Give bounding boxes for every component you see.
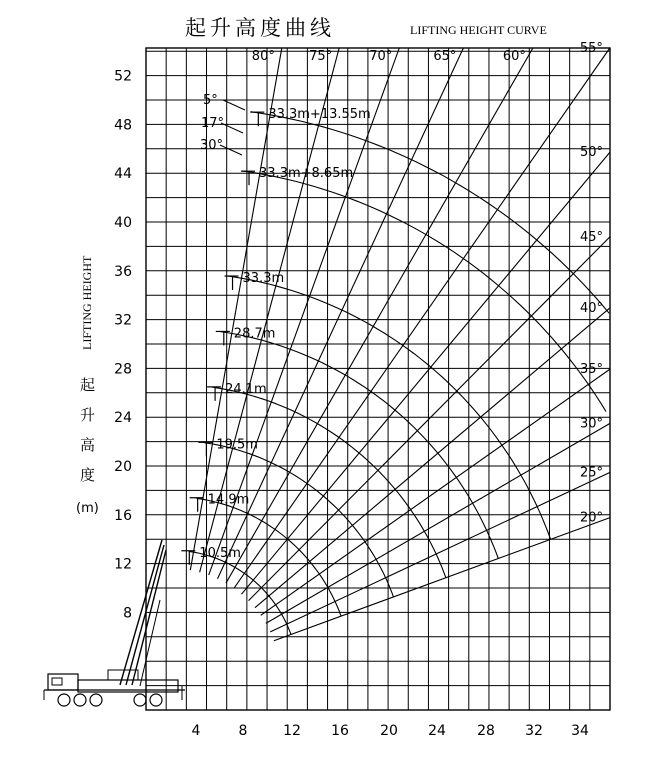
x-tick-label: 28 bbox=[477, 723, 495, 739]
angle-label: 75° bbox=[309, 49, 333, 64]
x-tick-label: 24 bbox=[428, 723, 446, 739]
boom-length-label: 10.5m bbox=[199, 545, 241, 561]
y-tick-label: 48 bbox=[114, 117, 132, 134]
boom-arc bbox=[220, 332, 499, 559]
y-tick-label: 8 bbox=[123, 605, 132, 622]
jib-offset-label: 5° bbox=[203, 93, 218, 108]
x-tick-label: 32 bbox=[525, 723, 543, 739]
boom-length-label: 33.3m+13.55m bbox=[268, 107, 371, 123]
chart-title-cn: 起升高度曲线 bbox=[185, 16, 335, 40]
boom-length-label: 33.3m+8.65m bbox=[259, 166, 354, 182]
angle-line bbox=[261, 369, 610, 615]
y-tick-label: 16 bbox=[114, 507, 132, 524]
boom-length-label: 19.5m bbox=[216, 437, 258, 453]
angle-label: 40° bbox=[580, 300, 604, 316]
angle-label: 45° bbox=[580, 229, 604, 245]
x-tick-label: 4 bbox=[191, 723, 201, 739]
x-tick-label: 20 bbox=[380, 723, 398, 739]
angle-label: 55° bbox=[579, 41, 603, 56]
y-axis-label-cn-1: 升 bbox=[80, 406, 96, 424]
angle-line bbox=[274, 518, 610, 641]
jib-offset-label: 17° bbox=[201, 116, 225, 131]
y-tick-label: 20 bbox=[114, 459, 132, 475]
angle-line bbox=[234, 48, 610, 588]
boom-length-label: 33.3m bbox=[242, 271, 285, 287]
boom-length-label: 14.9m bbox=[207, 492, 250, 508]
y-tick-label: 36 bbox=[114, 263, 132, 280]
angle-label: 50° bbox=[580, 145, 604, 161]
boom-arc bbox=[228, 276, 551, 539]
chart-title-en: LIFTING HEIGHT CURVE bbox=[410, 23, 547, 37]
angle-label: 20° bbox=[580, 510, 604, 526]
angle-label: 70° bbox=[369, 49, 393, 64]
x-tick-label: 12 bbox=[283, 723, 301, 739]
boom-arcs bbox=[181, 112, 609, 635]
angle-line bbox=[242, 152, 610, 594]
boom-length-label: 28.7m bbox=[233, 326, 276, 342]
y-axis-label-cn-3: 度 bbox=[80, 466, 96, 484]
boom-arc bbox=[251, 112, 610, 314]
jib-offset-leader bbox=[220, 145, 242, 155]
y-tick-label: 32 bbox=[114, 312, 132, 329]
y-axis-label-en: LIFTING HEIGHT bbox=[80, 255, 94, 350]
boom-length-label: 24.1m bbox=[225, 381, 267, 397]
y-tick-label: 44 bbox=[114, 166, 132, 183]
x-tick-label: 34 bbox=[571, 723, 589, 739]
y-axis-unit: (m) bbox=[76, 501, 99, 516]
angle-label: 35° bbox=[580, 362, 604, 378]
angle-label: 25° bbox=[580, 465, 604, 481]
angle-label: 65° bbox=[433, 49, 457, 64]
angle-label: 80° bbox=[251, 49, 275, 64]
angle-line bbox=[255, 308, 610, 608]
y-axis-label-cn-2: 高 bbox=[80, 436, 96, 454]
angle-line bbox=[249, 237, 610, 601]
jib-offset-label: 30° bbox=[200, 138, 224, 153]
y-tick-label: 52 bbox=[114, 68, 132, 85]
y-tick-label: 12 bbox=[114, 556, 132, 573]
y-tick-label: 40 bbox=[114, 215, 132, 231]
y-axis-label-cn-0: 起 bbox=[80, 376, 96, 394]
x-tick-label: 8 bbox=[238, 723, 248, 739]
angle-label: 30° bbox=[580, 416, 604, 432]
x-tick-label: 16 bbox=[331, 723, 349, 739]
angle-label: 60° bbox=[502, 49, 526, 64]
y-tick-label: 24 bbox=[114, 410, 132, 427]
y-tick-label: 28 bbox=[114, 361, 132, 378]
